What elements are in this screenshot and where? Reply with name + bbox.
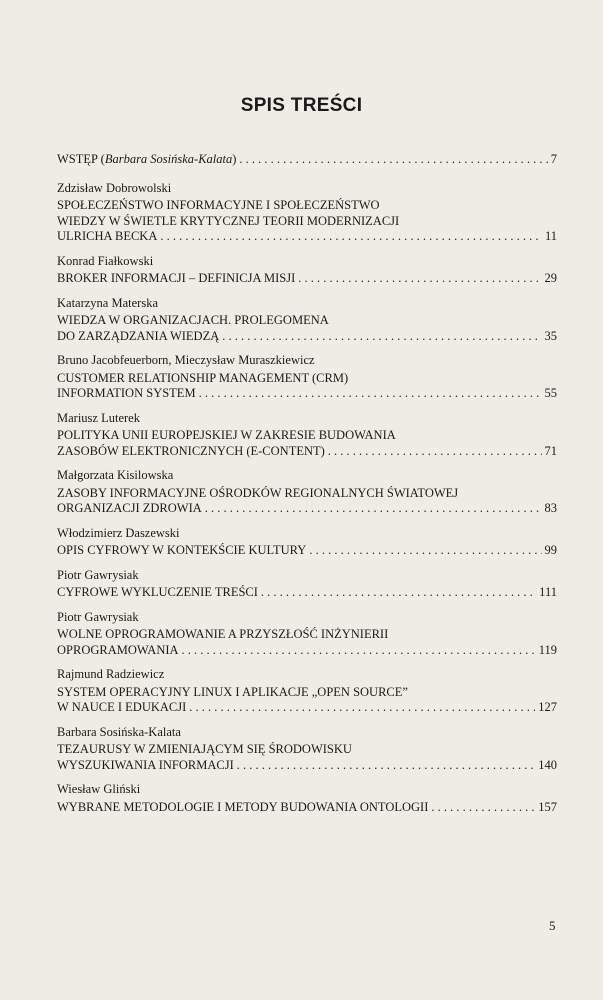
entry-title-text: OPROGRAMOWANIA xyxy=(57,642,179,657)
entry-title-line xyxy=(57,198,557,214)
entry-author: Piotr Gawrysiak xyxy=(57,567,139,582)
entry-title-text: WYSZUKIWANIA INFORMACJI xyxy=(57,757,234,772)
intro-label: WSTĘP xyxy=(57,152,98,166)
entry-title-text: W NAUCE I EDUKACJI xyxy=(57,700,187,714)
intro-text: WSTĘP (Barbara Sosińska-Kalata) xyxy=(57,152,237,166)
entry-author: Konrad Fiałkowski xyxy=(57,253,154,268)
entry-title-line xyxy=(57,685,557,701)
entry-title-text: WIEDZY W ŚWIETLE KRYTYCZNEJ TEORII MODERNIZACJI xyxy=(57,213,400,228)
entry-title-line xyxy=(57,444,557,460)
entry-page: 11 xyxy=(544,229,557,243)
toc-entry[interactable] xyxy=(57,353,557,402)
entry-title-text: DO ZARZĄDZANIA WIEDZĄ xyxy=(57,328,220,343)
entry-title-line xyxy=(57,428,557,444)
toc-entry[interactable] xyxy=(57,782,557,815)
entry-title-text: WYBRANE METODOLOGIE I METODY BUDOWANIA ONTOLOGII xyxy=(57,799,429,814)
dot-leader xyxy=(261,585,536,601)
entry-title-line xyxy=(57,742,557,758)
dot-leader xyxy=(199,386,542,402)
entry-author: Piotr Gawrysiak xyxy=(57,609,139,624)
toc-entry[interactable] xyxy=(57,568,557,601)
entry-author: Mariusz Luterek xyxy=(57,410,140,425)
entry-title-text: WOLNE OPROGRAMOWANIE A PRZYSZŁOŚĆ INŻYNIERII xyxy=(57,627,389,641)
dot-leader xyxy=(237,758,536,774)
page-number: 5 xyxy=(549,918,556,933)
entry-title-text: BROKER INFORMACJI – DEFINICJA MISJI xyxy=(57,271,296,285)
entry-page: 140 xyxy=(538,757,557,772)
entry-author: Wiesław Gliński xyxy=(57,782,141,796)
dot-leader xyxy=(328,444,542,460)
entry-title-text: CUSTOMER RELATIONSHIP MANAGEMENT (CRM) xyxy=(57,370,349,385)
entry-title-text: OPIS CYFROWY W KONTEKŚCIE KULTURY xyxy=(57,543,307,557)
entry-title-line xyxy=(57,229,557,245)
entry-author: Rajmund Radziewicz xyxy=(57,667,165,681)
entry-author: Włodzimierz Daszewski xyxy=(57,525,180,540)
entry-page: 157 xyxy=(538,799,557,814)
entry-title-line xyxy=(57,585,557,601)
entry-author: Zdzisław Dobrowolski xyxy=(57,180,172,195)
toc-entry[interactable] xyxy=(57,610,557,659)
entry-author: Bruno Jacobfeuerborn, Mieczysław Muraszkiewicz xyxy=(57,353,315,367)
dot-leader xyxy=(205,501,542,517)
entry-title-line xyxy=(57,329,557,345)
toc-entry[interactable] xyxy=(57,296,557,345)
dot-leader xyxy=(309,543,541,559)
entry-title-line xyxy=(57,486,557,502)
entry-page: 127 xyxy=(538,700,557,714)
toc-entry[interactable] xyxy=(57,468,557,517)
toc-entry[interactable] xyxy=(57,526,557,559)
dot-leader xyxy=(189,700,535,716)
entry-title-text: SPOŁECZEŃSTWO INFORMACYJNE I SPOŁECZEŃSTWO xyxy=(57,198,380,212)
entry-title-text: CYFROWE WYKLUCZENIE TREŚCI xyxy=(57,585,258,599)
entry-title-line xyxy=(57,271,557,287)
toc-entries xyxy=(57,181,557,816)
entry-title-line xyxy=(57,501,557,517)
entry-title-line xyxy=(57,543,557,559)
dot-leader xyxy=(182,643,536,659)
dot-leader xyxy=(222,329,541,345)
entry-title-text: SYSTEM OPERACYJNY LINUX I APLIKACJE „OPEN SOURCE” xyxy=(57,684,408,699)
dot-leader xyxy=(239,152,547,168)
entry-title-line xyxy=(57,643,557,659)
entry-page: 29 xyxy=(544,271,557,285)
entry-author: Katarzyna Materska xyxy=(57,295,158,310)
entry-page: 35 xyxy=(544,328,557,343)
entry-title-line xyxy=(57,214,557,230)
entry-title-text: ORGANIZACJI ZDROWIA xyxy=(57,501,202,515)
toc-intro-entry[interactable] xyxy=(57,152,557,168)
toc-entry[interactable] xyxy=(57,254,557,287)
entry-title-line xyxy=(57,758,557,774)
entry-page: 83 xyxy=(544,501,557,515)
entry-title-line xyxy=(57,800,557,816)
intro-author: Barbara Sosińska-Kalata xyxy=(104,152,233,166)
dot-leader xyxy=(431,800,535,816)
entry-author: Małgorzata Kisilowska xyxy=(57,468,174,482)
entry-title-line xyxy=(57,371,557,387)
entry-title-line xyxy=(57,386,557,402)
entry-title-line xyxy=(57,700,557,716)
dot-leader xyxy=(160,229,542,245)
entry-page: 71 xyxy=(544,443,557,458)
entry-title-text: ZASOBÓW ELEKTRONICZNYCH (E-CONTENT) xyxy=(57,443,325,458)
page-title: SPIS TREŚCI xyxy=(240,95,363,116)
entry-page: 119 xyxy=(538,642,557,657)
entry-page: 55 xyxy=(544,386,557,400)
entry-title-text: WIEDZA W ORGANIZACJACH. PROLEGOMENA xyxy=(57,313,329,327)
entry-title-line xyxy=(57,627,557,643)
entry-title-text: ULRICHA BECKA xyxy=(57,229,158,243)
entry-page: 99 xyxy=(544,543,557,557)
toc-entry[interactable] xyxy=(57,725,557,774)
entry-title-line xyxy=(57,313,557,329)
intro-page: 7 xyxy=(550,152,557,166)
entry-title-text: ZASOBY INFORMACYJNE OŚRODKÓW REGIONALNYCH ŚWIATOWEJ xyxy=(57,485,459,500)
toc-entry[interactable] xyxy=(57,411,557,460)
toc-entry[interactable] xyxy=(57,181,557,245)
entry-page: 111 xyxy=(539,585,557,599)
table-of-contents xyxy=(57,152,557,824)
entry-author: Barbara Sosińska-Kalata xyxy=(57,724,181,739)
dot-leader xyxy=(298,271,541,287)
entry-title-text: INFORMATION SYSTEM xyxy=(57,386,196,400)
toc-entry[interactable] xyxy=(57,667,557,716)
entry-title-text: POLITYKA UNII EUROPEJSKIEJ W ZAKRESIE BUDOWANIA xyxy=(57,428,396,442)
entry-title-text: TEZAURUSY W ZMIENIAJĄCYM SIĘ ŚRODOWISKU xyxy=(57,742,352,756)
